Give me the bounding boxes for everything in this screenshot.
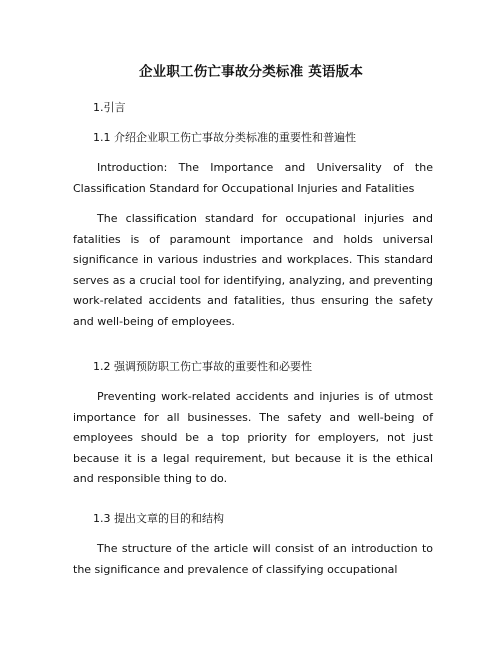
section-heading-1-2: 1.2 强调预防职工伤亡事故的重要性和必要性 <box>93 360 312 373</box>
paragraph-introduction-title: Introduction: The Importance and Universality of the Classification Standard for Occupational Injuries and Fatalities <box>73 161 433 195</box>
paragraph-classification-standard: The classification standard for occupational injuries and fatalities is of paramount importance and holds universal significance in various industries and workplaces. This standard serves as a crucial tool for identifying, analyzing, and preventing work-related accidents and fatalities, thus ensuring the safety and well-being of employees. <box>73 212 433 328</box>
paragraph-article-structure: The structure of the article will consist of an introduction to the significance and prevalence of classifying occupational <box>73 542 433 576</box>
paragraph-preventing-accidents: Preventing work-related accidents and injuries is of utmost importance for all businesses. The safety and well-being of employees should be a top priority for employers, not just because it is a legal requirement, but because it is the ethical and responsible thing to do. <box>73 390 433 486</box>
document-title: 企业职工伤亡事故分类标准 英语版本 <box>138 64 364 80</box>
section-heading-1-3: 1.3 提出文章的目的和结构 <box>93 512 224 525</box>
section-heading-1: 1.引言 <box>93 101 126 114</box>
section-heading-1-1: 1.1 介绍企业职工伤亡事故分类标准的重要性和普遍性 <box>93 131 356 144</box>
